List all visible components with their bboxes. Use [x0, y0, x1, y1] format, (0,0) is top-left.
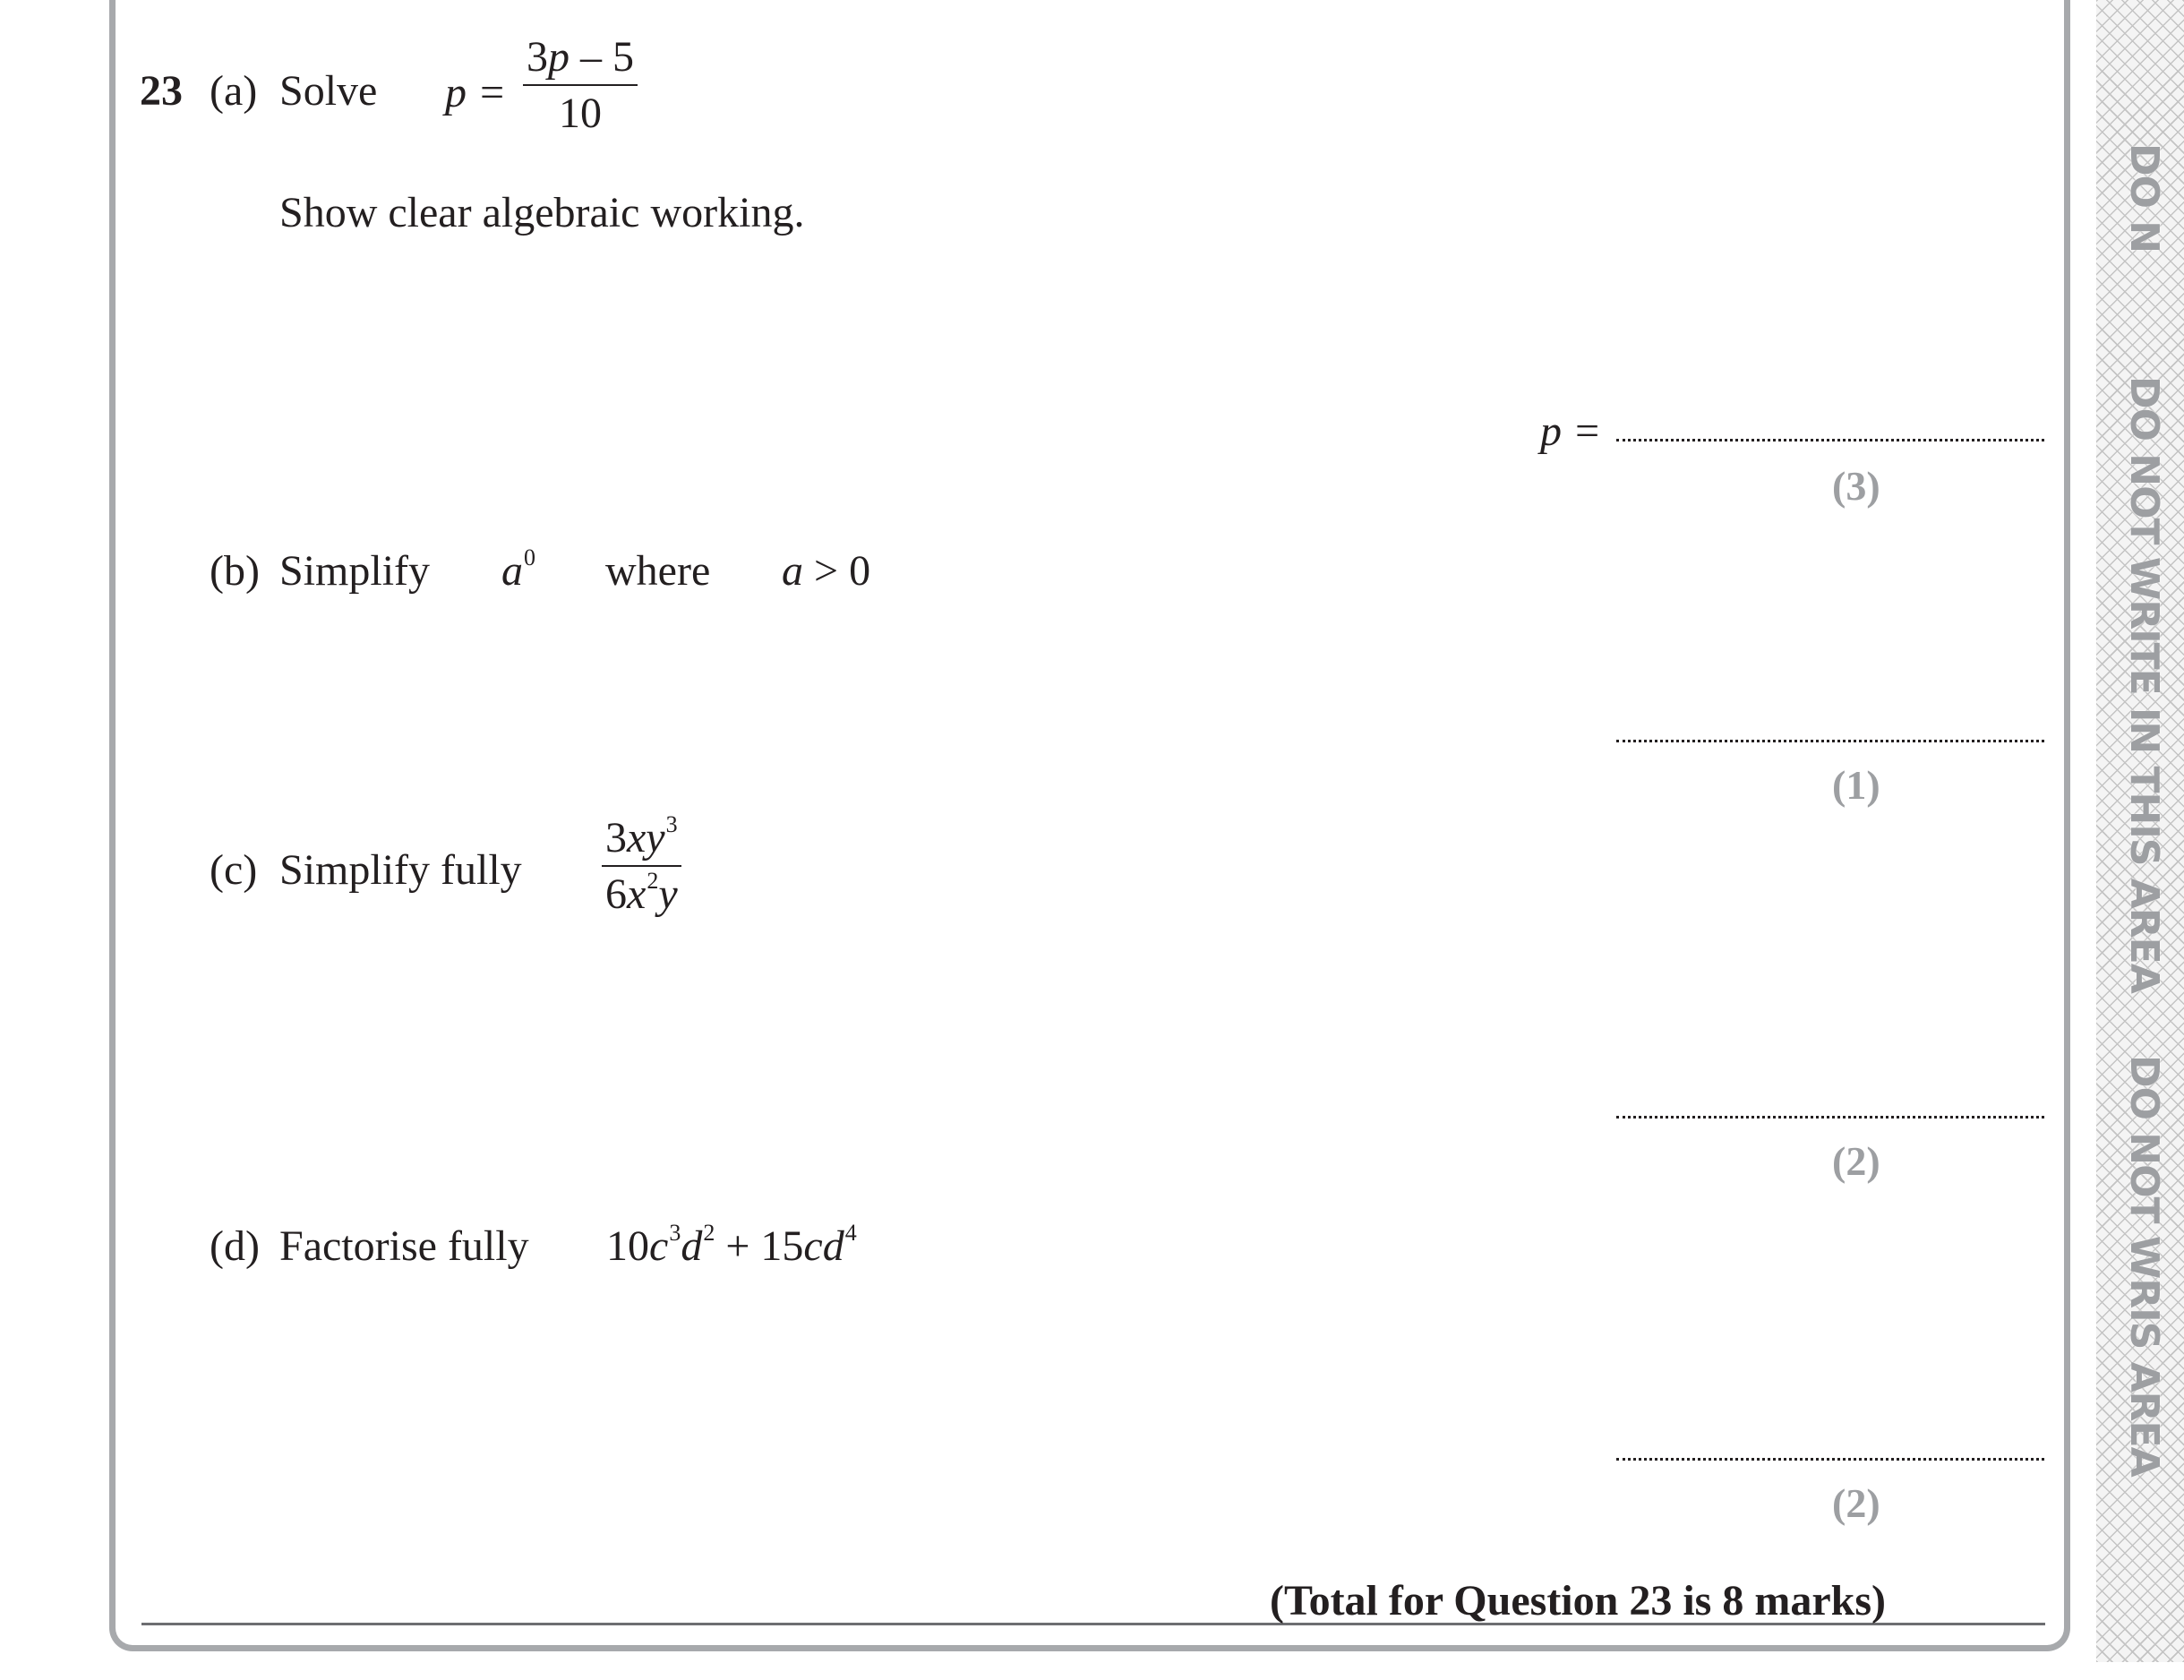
part-c-numerator: $3xy^3$: [605, 811, 678, 861]
page-frame: [109, 0, 2070, 1651]
part-d-expression: $10c^3d^2 + 15cd^4$: [606, 1220, 857, 1270]
part-b-answer-line[interactable]: [1616, 740, 2044, 742]
question-number: 23: [140, 67, 183, 115]
part-c-label: (c): [210, 846, 258, 894]
part-a-note: Show clear algebraic working.: [279, 189, 805, 236]
part-d-marks: (2): [1832, 1480, 1880, 1526]
part-c-marks: (2): [1832, 1138, 1880, 1184]
part-a-lhs: p =: [445, 69, 507, 116]
part-a-marks: (3): [1832, 463, 1880, 509]
part-b-where: where: [605, 547, 711, 595]
part-a-denominator: 10: [559, 90, 602, 137]
part-b-condition: a > 0: [782, 547, 871, 595]
part-c-denominator: $6x^2y$: [605, 868, 678, 918]
margin-warning-3: DO NOT WRIS AREA: [2121, 1055, 2167, 1477]
part-c-fraction: [602, 811, 681, 918]
margin-warning-2: DO NOT WRITE IN THIS AREA: [2121, 376, 2167, 993]
part-b-label: (b): [210, 547, 260, 595]
part-a-label: (a): [210, 67, 258, 115]
margin-warning-1: DO N: [2121, 143, 2167, 253]
part-c-answer-line[interactable]: [1616, 1116, 2044, 1119]
part-d-label: (d): [210, 1222, 260, 1270]
part-d-answer-line[interactable]: [1616, 1458, 2044, 1461]
fraction-bar: [602, 865, 681, 867]
fraction-bar: [523, 84, 638, 86]
part-b-marks: (1): [1832, 762, 1880, 808]
part-a-answer-prefix: p =: [1540, 407, 1602, 455]
part-a-instruction: Solve: [279, 67, 378, 115]
part-a-fraction: [523, 33, 638, 137]
part-d-instruction: Factorise fully: [279, 1222, 529, 1270]
question-total: (Total for Question 23 is 8 marks): [1269, 1577, 1886, 1624]
part-a-answer-line[interactable]: [1616, 439, 2044, 441]
part-c-instruction: Simplify fully: [279, 846, 522, 894]
part-a-numerator: 3p – 5: [527, 33, 634, 81]
part-b-expression: $a^0$: [501, 544, 535, 595]
part-b-instruction: Simplify: [279, 547, 431, 595]
